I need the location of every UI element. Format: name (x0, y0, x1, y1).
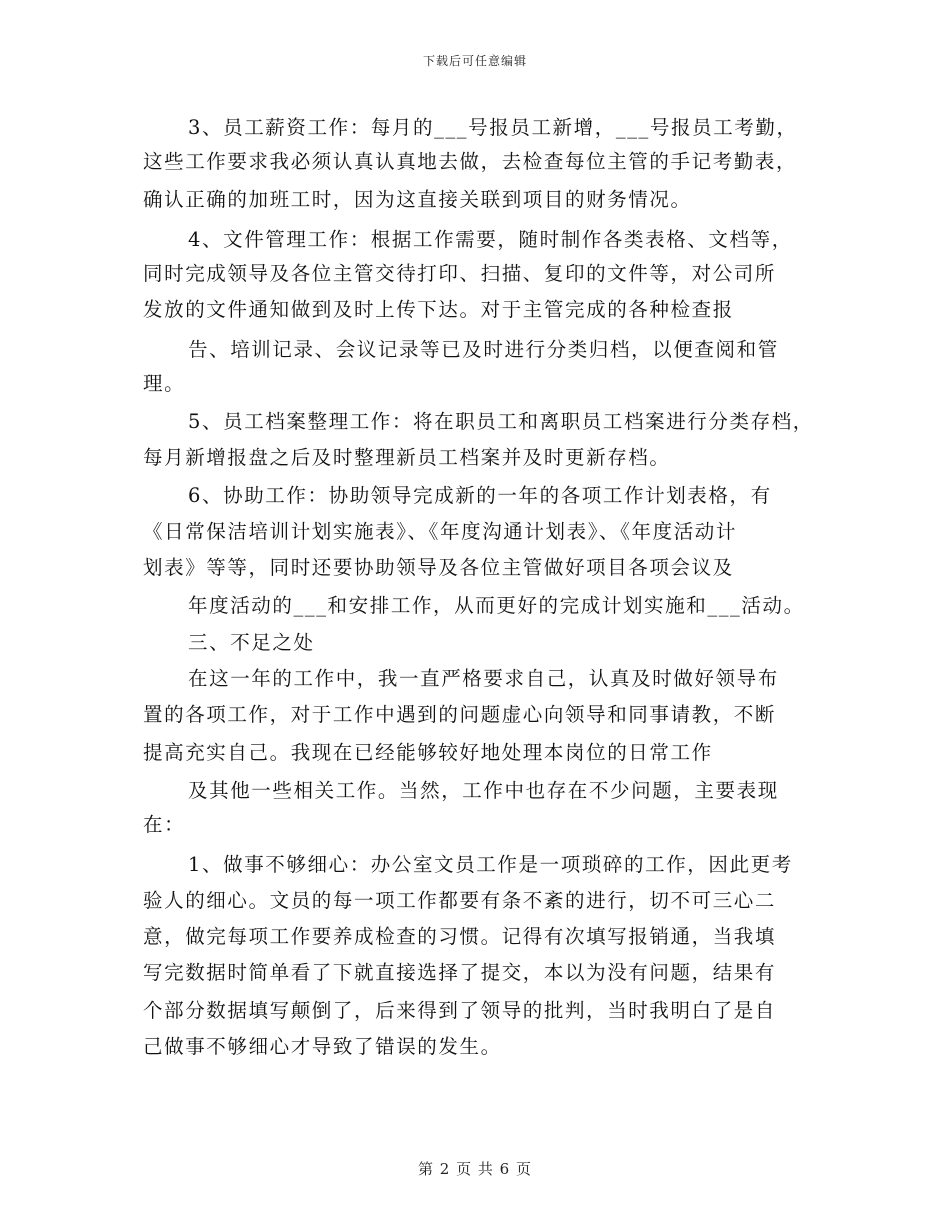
text-line: 3、员工薪资工作：每月的___号报员工新增，___号报员工考勤， (188, 116, 798, 139)
text-line: 及其他一些相关工作。当然，工作中也存在不少问题，主要表现 (188, 779, 779, 802)
text-line: 在： (143, 813, 186, 836)
text-line: 发放的文件通知做到及时上传下达。对于主管完成的各种检查报 (143, 298, 734, 321)
text-line: 提高充实自己。我现在已经能够较好地处理本岗位的日常工作 (143, 741, 713, 764)
text-line: 己做事不够细心才导致了错误的发生。 (143, 1035, 502, 1058)
text-line: 在这一年的工作中，我一直严格要求自己，认真及时做好领导布 (188, 667, 779, 690)
section-heading: 三、不足之处 (188, 631, 315, 654)
text-line: 理。 (143, 372, 186, 395)
text-line: 意，做完每项工作要养成检查的习惯。记得有次填写报销通，当我填 (143, 925, 777, 948)
text-line: 年度活动的___和安排工作，从而更好的完成计划实施和___活动。 (188, 594, 805, 617)
text-line: 告、培训记录、会议记录等已及时进行分类归档，以便查阅和管 (188, 338, 779, 361)
text-line: 4、文件管理工作：根据工作需要，随时制作各类表格、文档等， (188, 228, 793, 251)
text-line: 《日常保洁培训计划实施表》、《年度沟通计划表》、《年度活动计 (143, 520, 738, 543)
text-line: 每月新增报盘之后及时整理新员工档案并及时更新存档。 (143, 446, 671, 469)
text-line: 这些工作要求我必须认真认真地去做，去检查每位主管的手记考勤表， (143, 150, 798, 173)
text-line: 验人的细心。文员的每一项工作都要有条不紊的进行，切不可三心二 (143, 889, 777, 912)
text-line: 6、协助工作：协助领导完成新的一年的各项工作计划表格，有 (188, 484, 772, 507)
page-header: 下载后可任意编辑 (422, 54, 527, 68)
page-number: 第 2 页 共 6 页 (418, 1160, 532, 1178)
text-line: 确认正确的加班工时，因为这直接关联到项目的财务情况。 (143, 188, 692, 211)
text-line: 个部分数据填写颠倒了，后来得到了领导的批判，当时我明白了是自 (143, 999, 777, 1022)
text-line: 划表》等等，同时还要协助领导及各位主管做好项目各项会议及 (143, 556, 734, 579)
text-line: 写完数据时简单看了下就直接选择了提交，本以为没有问题，结果有 (143, 961, 777, 984)
text-line: 同时完成领导及各位主管交待打印、扫描、复印的文件等，对公司所 (143, 262, 777, 285)
text-line: 置的各项工作，对于工作中遇到的问题虚心向领导和同事请教，不断 (143, 703, 777, 726)
text-line: 5、员工档案整理工作：将在职员工和离职员工档案进行分类存档， (188, 410, 814, 433)
text-line: 1、做事不够细心：办公室文员工作是一项琐碎的工作，因此更考 (188, 853, 793, 876)
